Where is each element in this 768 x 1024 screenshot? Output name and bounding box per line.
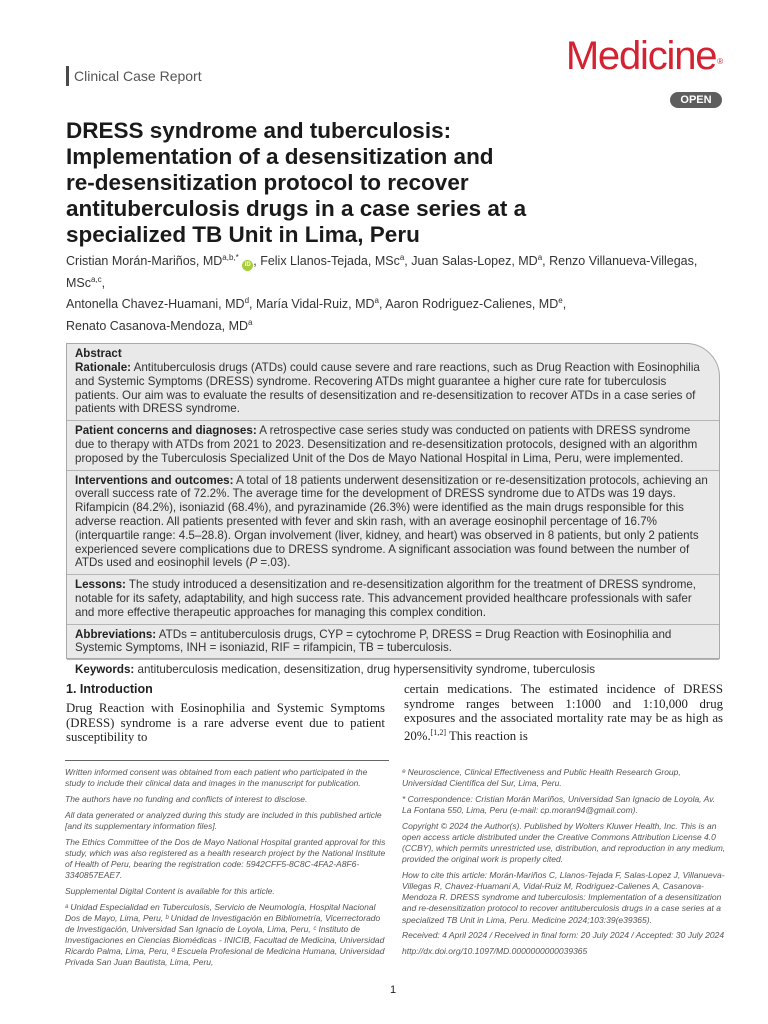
introduction-text-left: Drug Reaction with Eosinophilia and Systemic Symptoms (DRESS) syndrome is a rare adverse event due to patient susceptibility to	[66, 701, 385, 745]
abstract-abbreviations	[75, 628, 712, 656]
abstract-keywords	[75, 663, 712, 677]
author-affiliation: d	[244, 296, 250, 306]
footnote: The authors have no funding and conflicts of interest to disclose.	[65, 793, 308, 804]
author-affiliation: a	[537, 253, 543, 262]
author-affiliation: a	[374, 296, 379, 306]
lessons-label: Lessons:	[75, 578, 126, 592]
footnote: http://dx.doi.org/10.1097/MD.0000000000039365	[402, 946, 588, 957]
footnote: * Correspondence: Cristian Morán Mariños, Universidad San Ignacio de Loyola, Av. La Fontana 550, Lima, Peru (e-mail: cp.moran94@gmail.com).	[402, 793, 716, 816]
author-separator: ,	[562, 297, 567, 312]
article-title: DRESS syndrome and tuberculosis: Implementation of a desensitization and re-desensitization protocol to recover antituberculosis drugs in a case series at a specialized TB Unit in Lima, Peru	[66, 118, 527, 247]
interventions-label: Interventions and outcomes:	[75, 473, 234, 487]
concerns-label: Patient concerns and diagnoses:	[75, 424, 257, 438]
footnotes-right	[402, 767, 726, 962]
abstract-divider	[67, 574, 719, 575]
footnote: ᵃ Unidad Especialidad en Tuberculosis, Servicio de Neumología, Hospital Nacional Dos de Mayo, Lima, Peru, ᵇ Unidad de Investigación en Bibliometría, Vicerrectorado de Investigación, Universidad San Ignacio de Loyola, Lima, Peru, ᶜ Instituto de Investigaciones en Ciencias Biomédicas - INICIB, Facultad de Medicina, Universidad Ricardo Palma, Lima, Peru, ᵈ Escuela Profesional de Medicina Humana, Universidad Privada San Juan Bautista, Lima, Peru,	[65, 901, 385, 968]
abstract-divider	[67, 624, 719, 625]
author-separator: ,	[378, 297, 386, 312]
author-name: Renzo Villanueva-Villegas, MSc	[66, 254, 698, 291]
abbreviations-text: ATDs = antituberculosis drugs, CYP = cytochrome P, DRESS = Drug Reaction with Eosinophilia and Systemic Symptoms, INH = isoniazid, RIF = rifampicin, TB = tuberculosis.	[75, 627, 672, 655]
citation-reference: [1,2]	[430, 727, 446, 737]
keywords-text: antituberculosis medication, desensitization, drug hypersensitivity syndrome, tuberculosis	[134, 663, 596, 677]
abstract-interventions	[75, 474, 712, 571]
footnote: Written informed consent was obtained from each patient who participated in the study to include their clinical data and images in the manuscript for publication.	[65, 767, 368, 789]
abbreviations-label: Abbreviations:	[75, 627, 157, 641]
open-access-badge: OPEN	[670, 92, 722, 108]
interventions-text: A total of 18 patients underwent desensitization or re-desensitization protocols, achieving an overall success rate of 72.2%. The average time for the development of DRESS syndrome due to ATDs was 19 days. Rifampicin (84.2%), isoniazid (68.4%), and pyrazinamide (26.3%) were identified as the main drugs responsible for this adverse reaction. All patients presented with fever and skin rash, with an average eosinophil percentage of 16.7% (interquartile range: 4.5–28.8). Organ involvement (liver, kidney, and heart) was observed in 8 patients, but only 2 patients experienced severe complications due to DRESS syndrome. A significant association was found between the number of ATDs used and eosinophil levels (	[75, 473, 708, 570]
author-name: Felix Llanos-Tejada, MSc	[260, 254, 400, 269]
abstract-rationale	[75, 361, 712, 416]
author-entry	[411, 254, 549, 268]
section-label: Clinical Case Report	[66, 66, 202, 86]
rationale-text: Antituberculosis drugs (ATDs) could cause severe and rare reactions, such as Drug Reaction with Eosinophilia and Systemic Symptoms (DRESS) syndrome. Recovering ATDs might guarantee a higher cure rate for tuberculosis patients. Our aim was to evaluate the results of desensitization and re-desensitization to recover ATDs in a case series of patients with DRESS syndrome.	[75, 361, 700, 416]
introduction-text-right	[404, 682, 723, 743]
abstract-divider	[67, 420, 719, 421]
introduction-heading: 1. Introduction	[66, 682, 153, 696]
author-separator: ,	[249, 297, 256, 312]
abstract-heading: Abstract	[75, 348, 122, 360]
author-name: Cristian Morán-Mariños, MD	[66, 254, 223, 269]
author-name: María Vidal-Ruiz, MD	[255, 297, 375, 312]
author-affiliation: a,b,*	[222, 253, 239, 262]
author-affiliation: a	[248, 317, 253, 327]
footnote: How to cite this article: Morán-Mariños C, Llanos-Tejada F, Salas-Lopez J, Villanueva-Villegas R, Chavez-Huamani A, Vidal-Ruiz M, Rodriguez-Calienes A, Casanova-Mendoza R. DRESS syndrome and tuberculosis: Implementation of a desensitization and re-desensitization protocol to recover antituberculosis drugs in a case series at a specialized TB Unit in Lima, Peru. Medicine 2024;103:39(e39365).	[402, 870, 725, 925]
footnote: Received: 4 April 2024 / Received in final form: 20 July 2024 / Accepted: 30 July 2024	[402, 930, 725, 941]
intro-right-text-end: This reaction is	[445, 728, 528, 743]
author-affiliation: a,c	[91, 275, 102, 285]
author-separator: ,	[542, 254, 550, 269]
footnote: Copyright © 2024 the Author(s). Published by Wolters Kluwer Health, Inc. This is an open access article distributed under the Creative Commons Attribution License 4.0 (CCBY), which permits unrestricted use, distribution, and reproduction in any medium, provided the original work is properly cited.	[402, 820, 726, 865]
intro-right-text: certain medications. The estimated incidence of DRESS syndrome ranges between 1:1000 and 1:10,000 drug exposures and the associated mortality rate may be as high as 20%.	[404, 682, 723, 743]
abstract-concerns	[75, 424, 712, 465]
keywords-label: Keywords:	[75, 663, 135, 677]
author-separator: ,	[404, 254, 412, 269]
author-entry	[385, 297, 566, 311]
abstract-box	[66, 343, 720, 677]
author-name: Antonella Chavez-Huamani, MD	[66, 297, 245, 312]
abstract-divider	[67, 470, 719, 471]
author-separator: ,	[101, 276, 106, 291]
page-number: 1	[389, 984, 397, 996]
author-entry	[260, 254, 411, 268]
abstract-lessons	[75, 578, 712, 619]
p-value-symbol: P	[249, 556, 258, 570]
journal-logo	[566, 34, 722, 78]
author-name: Aaron Rodriguez-Calienes, MD	[385, 297, 559, 312]
author-entry	[66, 319, 253, 333]
author-entry	[66, 297, 256, 311]
interventions-text-end: =.03).	[257, 556, 291, 570]
lessons-text: The study introduced a desensitization and re-desensitization algorithm for the treatment of DRESS syndrome, notable for its safety, adaptability, and high success rate. This advancement provided healthcare professionals with safer and more effective therapeutic approaches for managing this complex condition.	[75, 578, 697, 619]
author-entry	[256, 297, 385, 311]
author-affiliation: e	[558, 296, 563, 306]
author-name: Juan Salas-Lopez, MD	[411, 254, 538, 269]
author-affiliation: a	[399, 253, 405, 262]
journal-name: Medicine	[565, 34, 717, 78]
orcid-icon[interactable]: iD	[242, 260, 253, 271]
abstract-divider	[67, 659, 719, 660]
trademark-symbol: ®	[717, 57, 722, 66]
footnotes-left	[65, 767, 389, 973]
footnote: All data generated or analyzed during this study are included in this published article [and its supplementary information files].	[65, 809, 382, 831]
rationale-label: Rationale:	[75, 361, 132, 374]
footnote: ᵉ Neuroscience, Clinical Effectiveness and Public Health Research Group, Universidad Científica del Sur, Lima, Peru.	[402, 767, 681, 789]
author-separator: ,	[253, 254, 261, 269]
footnote: Supplemental Digital Content is available for this article.	[65, 886, 275, 897]
footnote: The Ethics Committee of the Dos de Mayo National Hospital granted approval for this study, which was also registered as a health research project by the National Institute of Health of Peru, bearing the registration code: 5942CFF5-8C8C-4FA2-A8F6-3340857EAE7.	[65, 836, 386, 881]
concerns-text: A retrospective case series study was conducted on patients with DRESS syndrome due to therapy with ATDs from 2021 to 2023. Desensitization and re-desensitization protocols, designed with an algorithm proposed by the Tuberculosis Specialized Unit of the Dos de Mayo National Hospital in Lima, Peru, were implemented.	[75, 424, 698, 465]
footnote-divider	[65, 760, 389, 761]
author-name: Renato Casanova-Mendoza, MD	[66, 318, 249, 333]
author-list	[66, 249, 726, 335]
author-entry	[66, 254, 260, 268]
